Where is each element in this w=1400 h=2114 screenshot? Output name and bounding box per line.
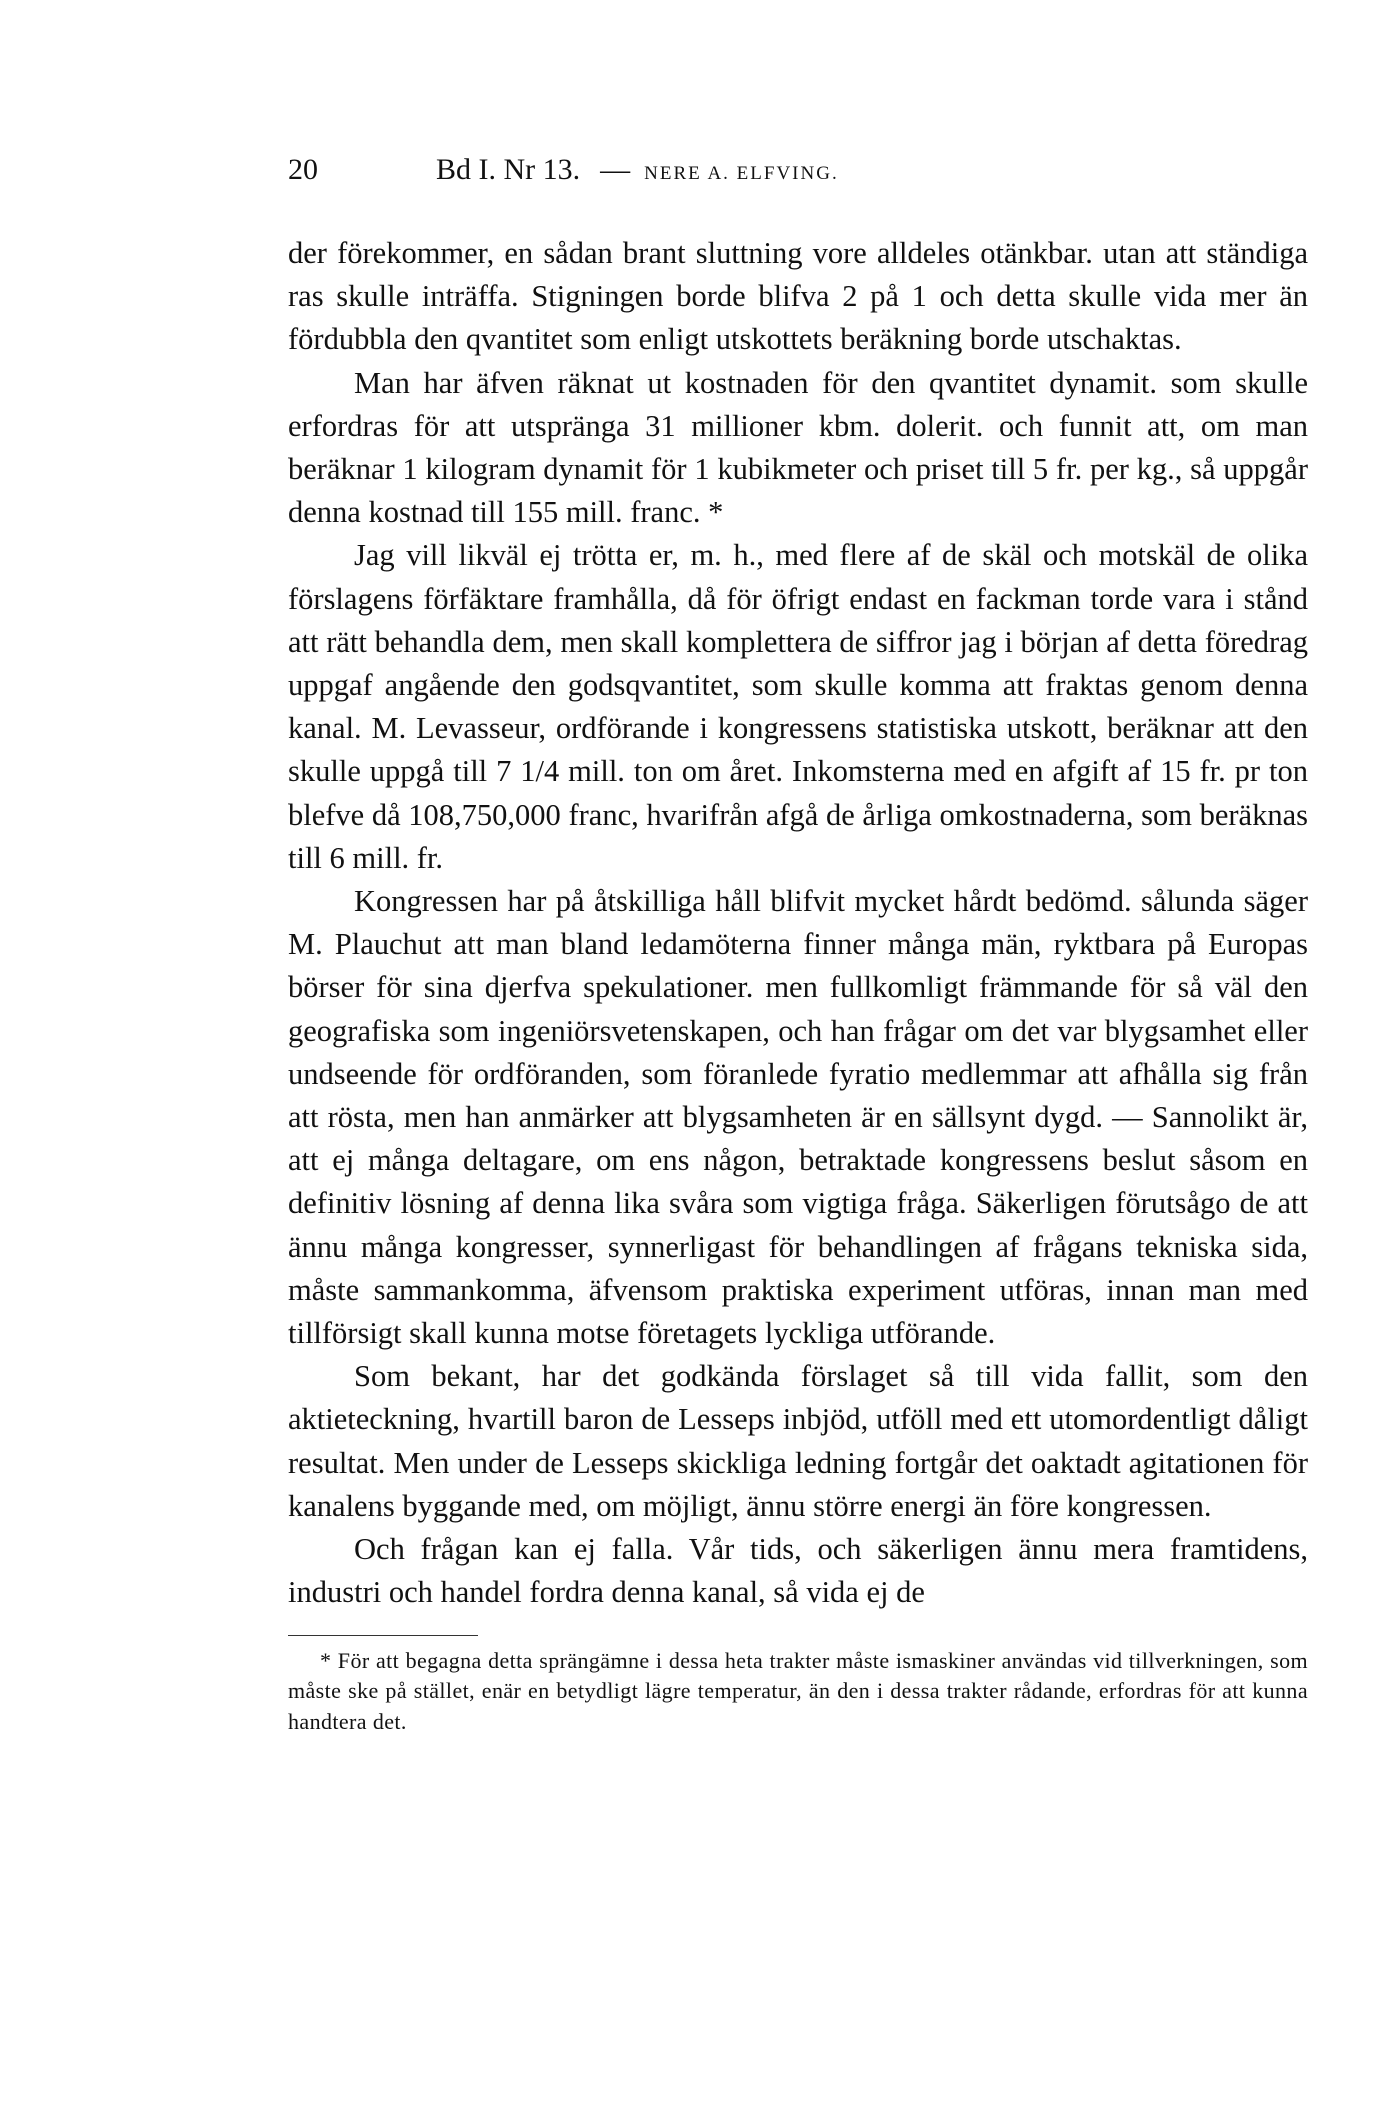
paragraph-6: Och frågan kan ej falla. Vår tids, och säkerligen ännu mera framtidens, industri och handel fordra denna kanal, så vida ej de (288, 1532, 1308, 1610)
paragraph-3: Jag vill likväl ej trötta er, m. h., med flere af de skäl och motskäl de olika förslagens förfäktare framhålla, då för öfrigt endast en fackman torde vara i stånd att rätt behandla dem, men skall komplettera de siffror jag i början af detta föredrag uppgaf angående den godsqvantitet, som skulle komma att fraktas genom denna kanal. M. Levasseur, ordförande i kongressens statistiska utskott, beräknar att den skulle uppgå till 7 1/4 mill. ton om året. Inkomsterna med en afgift af 15 fr. pr ton blefve då 108,750,000 franc, hvarifrån afgå de årliga omkostnaderna, som beräknas till 6 mill. fr. (288, 538, 1308, 875)
paragraph-2: Man har äfven räknat ut kostnaden för den qvantitet dynamit. som skulle erfordras för att utspränga 31 millioner kbm. dolerit. och funnit att, om man beräknar 1 kilogram dynamit för 1 kubikmeter och priset till 5 fr. per kg., så uppgår denna kostnad till 155 mill. franc. * (288, 365, 1308, 530)
running-head (288, 150, 1308, 194)
paragraph-5: Som bekant, har det godkända förslaget så till vida fallit, som den aktieteckning, hvartill baron de Lesseps inbjöd, utföll med ett utomordentligt dåligt resultat. Men under de Lesseps skickliga ledning fortgår det oaktadt agitationen för kanalens byggande med, om möjligt, ännu större energi än före kongressen. (288, 1359, 1308, 1523)
page-number: 20 (288, 153, 318, 186)
footnote-divider (288, 1635, 478, 1636)
author-name: NERE A. ELFVING. (644, 163, 839, 184)
paragraph-1: der förekommer, en sådan brant sluttning vore alldeles otänkbar. utan att ständiga ras skulle inträffa. Stigningen borde blifva 2 på 1 och detta skulle vida mer än fördubbla den qvantitet som enligt utskottets beräkning borde utschaktas. (288, 236, 1308, 357)
volume-reference: Bd I. Nr 13. (436, 153, 581, 186)
header-dash: — (600, 153, 631, 186)
document-page (288, 150, 1308, 1737)
paragraph-4: Kongressen har på åtskilliga håll blifvit mycket hårdt bedömd. sålunda säger M. Plauchut att man bland ledamöterna finner många män, ryktbara på Europas börser för sina djerfva spekulationer. men fullkomligt främmande för så väl den geografiska som ingeniörsvetenskapen, och han frågar om det var blygsamhet eller undseende för ordföranden, som föranlede fyratio medlemmar att afhålla sig från att rösta, men han anmärker att blygsamheten är en sällsynt dygd. — Sannolikt är, att ej många deltagare, om ens någon, betraktade kongressens beslut såsom en definitiv lösning af denna lika svåra som vigtiga fråga. Säkerligen förutsågo de att ännu många kongresser, synnerligast för behandlingen af frågans tekniska sida, måste sammankomma, äfvensom praktiska experiment utföras, innan man med tillförsigt skall kunna motse företagets lyckliga utförande. (288, 884, 1308, 1351)
footnote: * För att begagna detta sprängämne i dessa heta trakter måste ismaskiner användas vid tillverkningen, som måste ske på stället, enär en betydligt lägre temperatur, än den i dessa trakter rådande, erfordras för att kunna handtera det. (288, 1647, 1308, 1734)
